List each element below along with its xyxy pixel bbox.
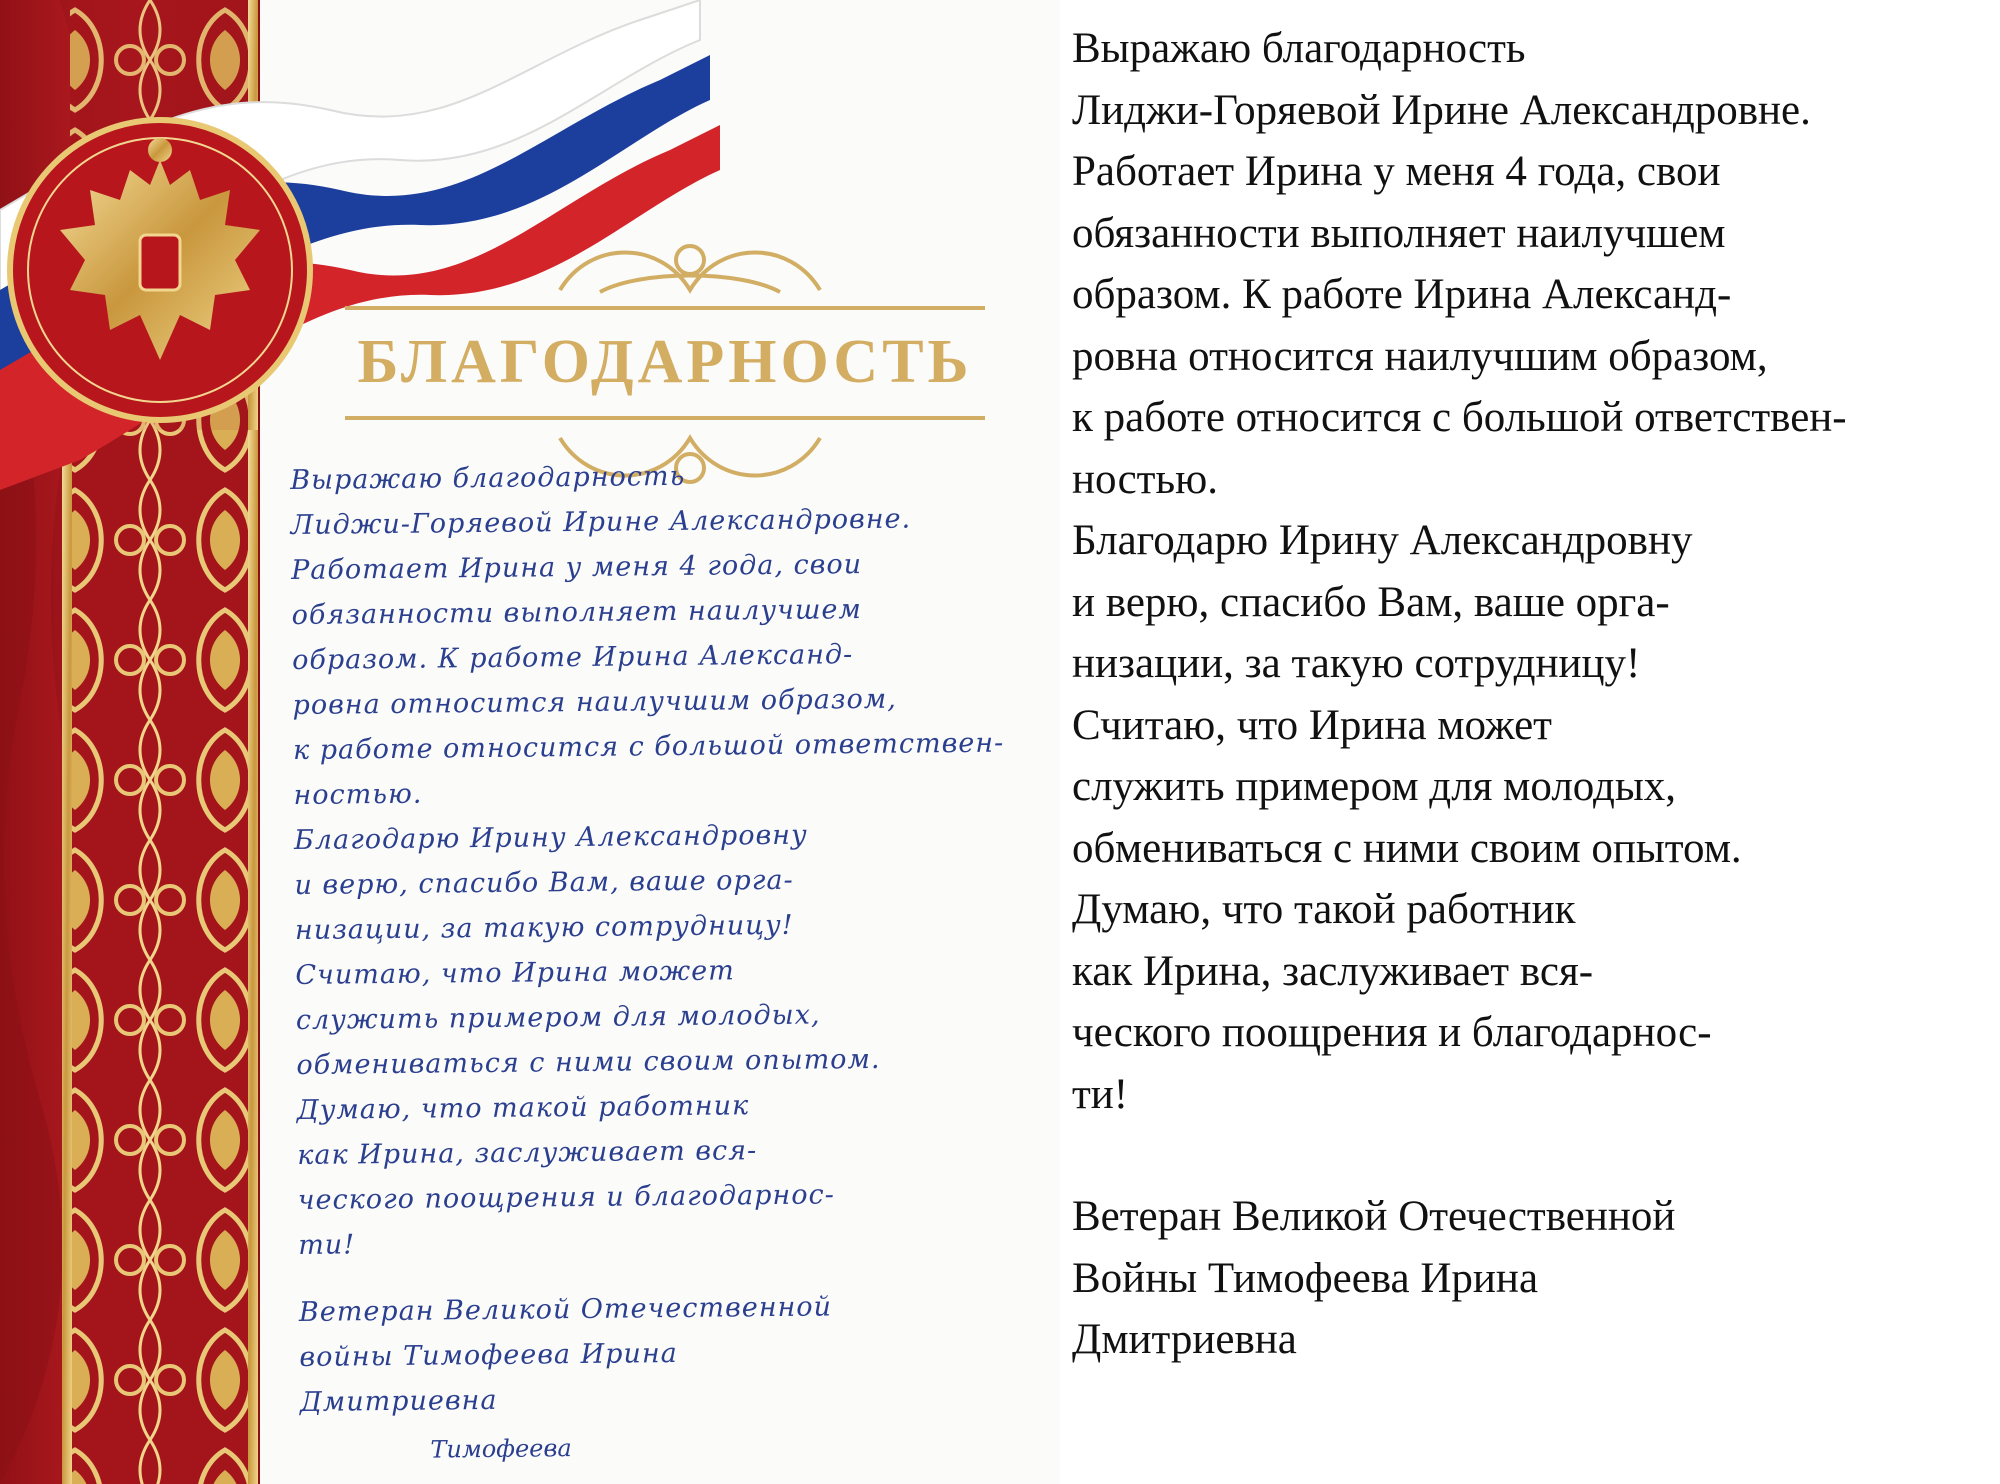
handwritten-line: ностью. — [293, 778, 423, 811]
handwritten-line: как Ирина, заслуживает вся- — [297, 1135, 758, 1171]
handwritten-line: Работает Ирина у меня 4 года, свои — [291, 549, 863, 586]
transcript-body — [1072, 18, 1972, 1125]
handwritten-closing-line: войны Тимофеева Ирина — [299, 1337, 678, 1373]
handwritten-line: обязанности выполняет наилучшем — [291, 594, 862, 631]
ornament-band — [70, 430, 250, 1484]
transcript-closing-line: Дмитриевна — [1072, 1316, 1297, 1363]
transcript-line: ческого поощрения и благодарнос- — [1072, 1009, 1712, 1056]
handwritten-line: Лиджи-Горяевой Ирине Александровне. — [290, 503, 912, 541]
handwritten-line: и верю, спасибо Вам, ваше орга- — [294, 864, 794, 901]
handwritten-line: ровна относится наилучшим образом, — [292, 683, 897, 721]
transcript-line: Выражаю благодарность — [1072, 25, 1526, 72]
handwritten-line: Думаю, что такой работник — [296, 1090, 750, 1126]
handwritten-closing-line: Дмитриевна — [299, 1384, 498, 1418]
handwritten-closing-line: Ветеран Великой Отечественной — [298, 1291, 833, 1328]
handwritten-line: Выражаю благодарность — [290, 460, 686, 496]
transcript-closing — [1072, 1186, 1972, 1371]
transcript-line: ровна относится наилучшим образом, — [1072, 332, 1768, 380]
transcript-line: обязанности выполняет наилучшем — [1072, 209, 1726, 257]
transcript-line: Благодарю Ирину Александровну — [1072, 517, 1693, 564]
handwritten-line: к работе относится с большой ответствен- — [292, 727, 1005, 766]
certificate-title: БЛАГОДАРНОСТЬ — [357, 328, 973, 396]
handwritten-line: образом. К работе Ирина Александ- — [291, 639, 854, 676]
transcript-line: Считаю, что Ирина может — [1072, 701, 1552, 749]
transcript-closing-line: Ветеран Великой Отечественной — [1072, 1193, 1676, 1240]
transcript-line: образом. К работе Ирина Александ- — [1072, 271, 1732, 318]
handwritten-line: Благодарю Ирину Александровну — [293, 819, 808, 856]
handwritten-body — [290, 450, 1060, 1268]
handwritten-line: Считаю, что Ирина может — [295, 955, 735, 991]
transcript-line: служить примером для молодых, — [1072, 763, 1677, 810]
handwritten-line: служить примером для молодых, — [295, 999, 821, 1036]
transcript-line: низации, за такую сотрудницу! — [1072, 640, 1641, 687]
typed-transcript — [1072, 18, 1972, 1371]
transcript-line: и верю, спасибо Вам, ваше орга- — [1072, 578, 1670, 626]
handwritten-line: низации, за такую сотрудницу! — [294, 909, 794, 946]
transcript-line: как Ирина, заслуживает вся- — [1072, 947, 1594, 995]
transcript-line: Лиджи-Горяевой Ирине Александровне. — [1072, 86, 1811, 134]
transcript-line: ностью. — [1072, 455, 1218, 503]
handwritten-signature: Тимофеева — [430, 1434, 572, 1464]
handwritten-closing — [299, 1282, 1060, 1425]
transcript-line: обмениваться с ними своим опытом. — [1072, 824, 1742, 872]
handwritten-letter — [290, 450, 1060, 1474]
transcript-line: Работает Ирина у меня 4 года, свои — [1072, 148, 1721, 195]
double-headed-eagle-icon — [10, 120, 310, 420]
transcript-line: к работе относится с большой ответствен- — [1072, 394, 1847, 441]
handwritten-line: ческого поощрения и благодарнос- — [297, 1179, 835, 1216]
handwritten-line: обмениваться с ними своим опытом. — [296, 1043, 881, 1081]
transcript-closing-line: Войны Тимофеева Ирина — [1072, 1254, 1539, 1302]
transcript-line: ти! — [1072, 1070, 1129, 1118]
handwritten-line: ти! — [298, 1229, 356, 1261]
transcript-line: Думаю, что такой работник — [1072, 886, 1576, 933]
